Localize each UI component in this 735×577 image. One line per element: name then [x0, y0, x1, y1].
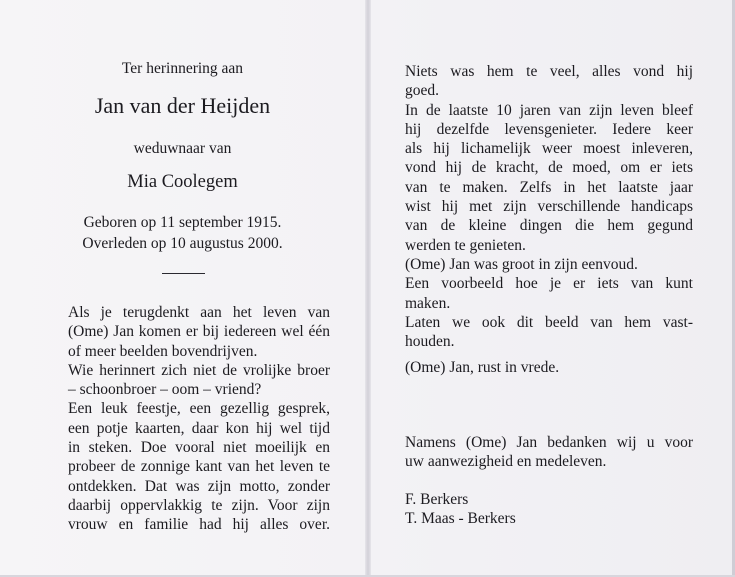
text-line: – schoonbroer – oom – vriend?	[68, 381, 262, 399]
signer-name: F. Berkers	[405, 491, 469, 508]
text-line: of meer beelden bovendrijven.	[68, 342, 258, 360]
text-line: werden te genieten.	[405, 236, 526, 254]
text-line: daarbij oppervlakkig te zijn. Voor zijn	[68, 496, 330, 514]
text-line: Wie herinnert zich niet de vrolijke broer	[68, 361, 330, 379]
text-line: Een voorbeeld hoe je er iets van kunt	[405, 275, 693, 293]
text-line: van de kleine dingen die hem gegund	[405, 217, 693, 235]
text-line: Niets was hem te veel, alles vond hij	[405, 63, 693, 80]
intro-line: Ter herinnering aan	[121, 60, 244, 77]
divider-line	[162, 273, 205, 274]
text-line: goed.	[405, 82, 440, 100]
text-line: in steken. Doe vooral niet moeilijk en	[68, 439, 330, 457]
death-date: Overleden op 10 augustus 2000.	[82, 235, 283, 252]
text-line: Namens (Ome) Jan bedanken wij u voor	[405, 434, 693, 451]
life-dates	[20, 212, 345, 254]
text-line: Laten we ook dit beeld van hem vast-	[405, 313, 693, 331]
card-fold	[365, 0, 371, 577]
right-text	[405, 62, 693, 351]
thanks-text	[405, 433, 693, 472]
signer-name: T. Maas - Berkers	[405, 510, 516, 528]
birth-date: Geboren op 11 september 1915.	[83, 214, 282, 231]
closing-line: (Ome) Jan, rust in vrede.	[405, 359, 560, 376]
text-line: van te maken. Zelfs in het laatste jaar	[405, 178, 693, 196]
text-line: maken.	[405, 294, 451, 312]
text-line: In de laatste 10 jaren van zijn leven bleef	[405, 101, 693, 119]
deceased-name: Jan van der Heijden	[94, 93, 271, 118]
text-line: hij dezelfde levensgenieter. Iedere keer	[405, 120, 693, 138]
spouse-name: Mia Coolegem	[127, 172, 238, 192]
signers	[405, 490, 516, 529]
text-line: vrouw en familie had hij alles over.	[68, 516, 330, 534]
text-line: als hij lichamelijk weer moest inleveren,	[405, 140, 693, 158]
text-line: Als je terugdenkt aan het leven van	[68, 304, 330, 321]
spouse-label: weduwnaar van	[133, 140, 232, 157]
text-line: vond hij de kracht, de moed, om er iets	[405, 159, 693, 177]
text-line: wist hij met zijn verschillende handicaps	[405, 198, 693, 216]
text-line: ontdekken. Dat was zijn motto, zonder	[68, 477, 330, 495]
text-line: (Ome) Jan komen er bij iedereen wel één	[68, 323, 330, 341]
text-line: houden.	[405, 333, 455, 351]
text-line: (Ome) Jan was groot in zijn eenvoud.	[405, 255, 638, 273]
text-line: een potje kaarten, daar kon hij wel tijd	[68, 419, 330, 437]
text-line: Een leuk feestje, een gezellig gesprek,	[68, 400, 330, 418]
text-line: uw aanwezigheid en medeleven.	[405, 453, 607, 471]
text-line: probeer de zonnige kant van het leven te	[68, 458, 330, 476]
left-text	[68, 303, 330, 535]
